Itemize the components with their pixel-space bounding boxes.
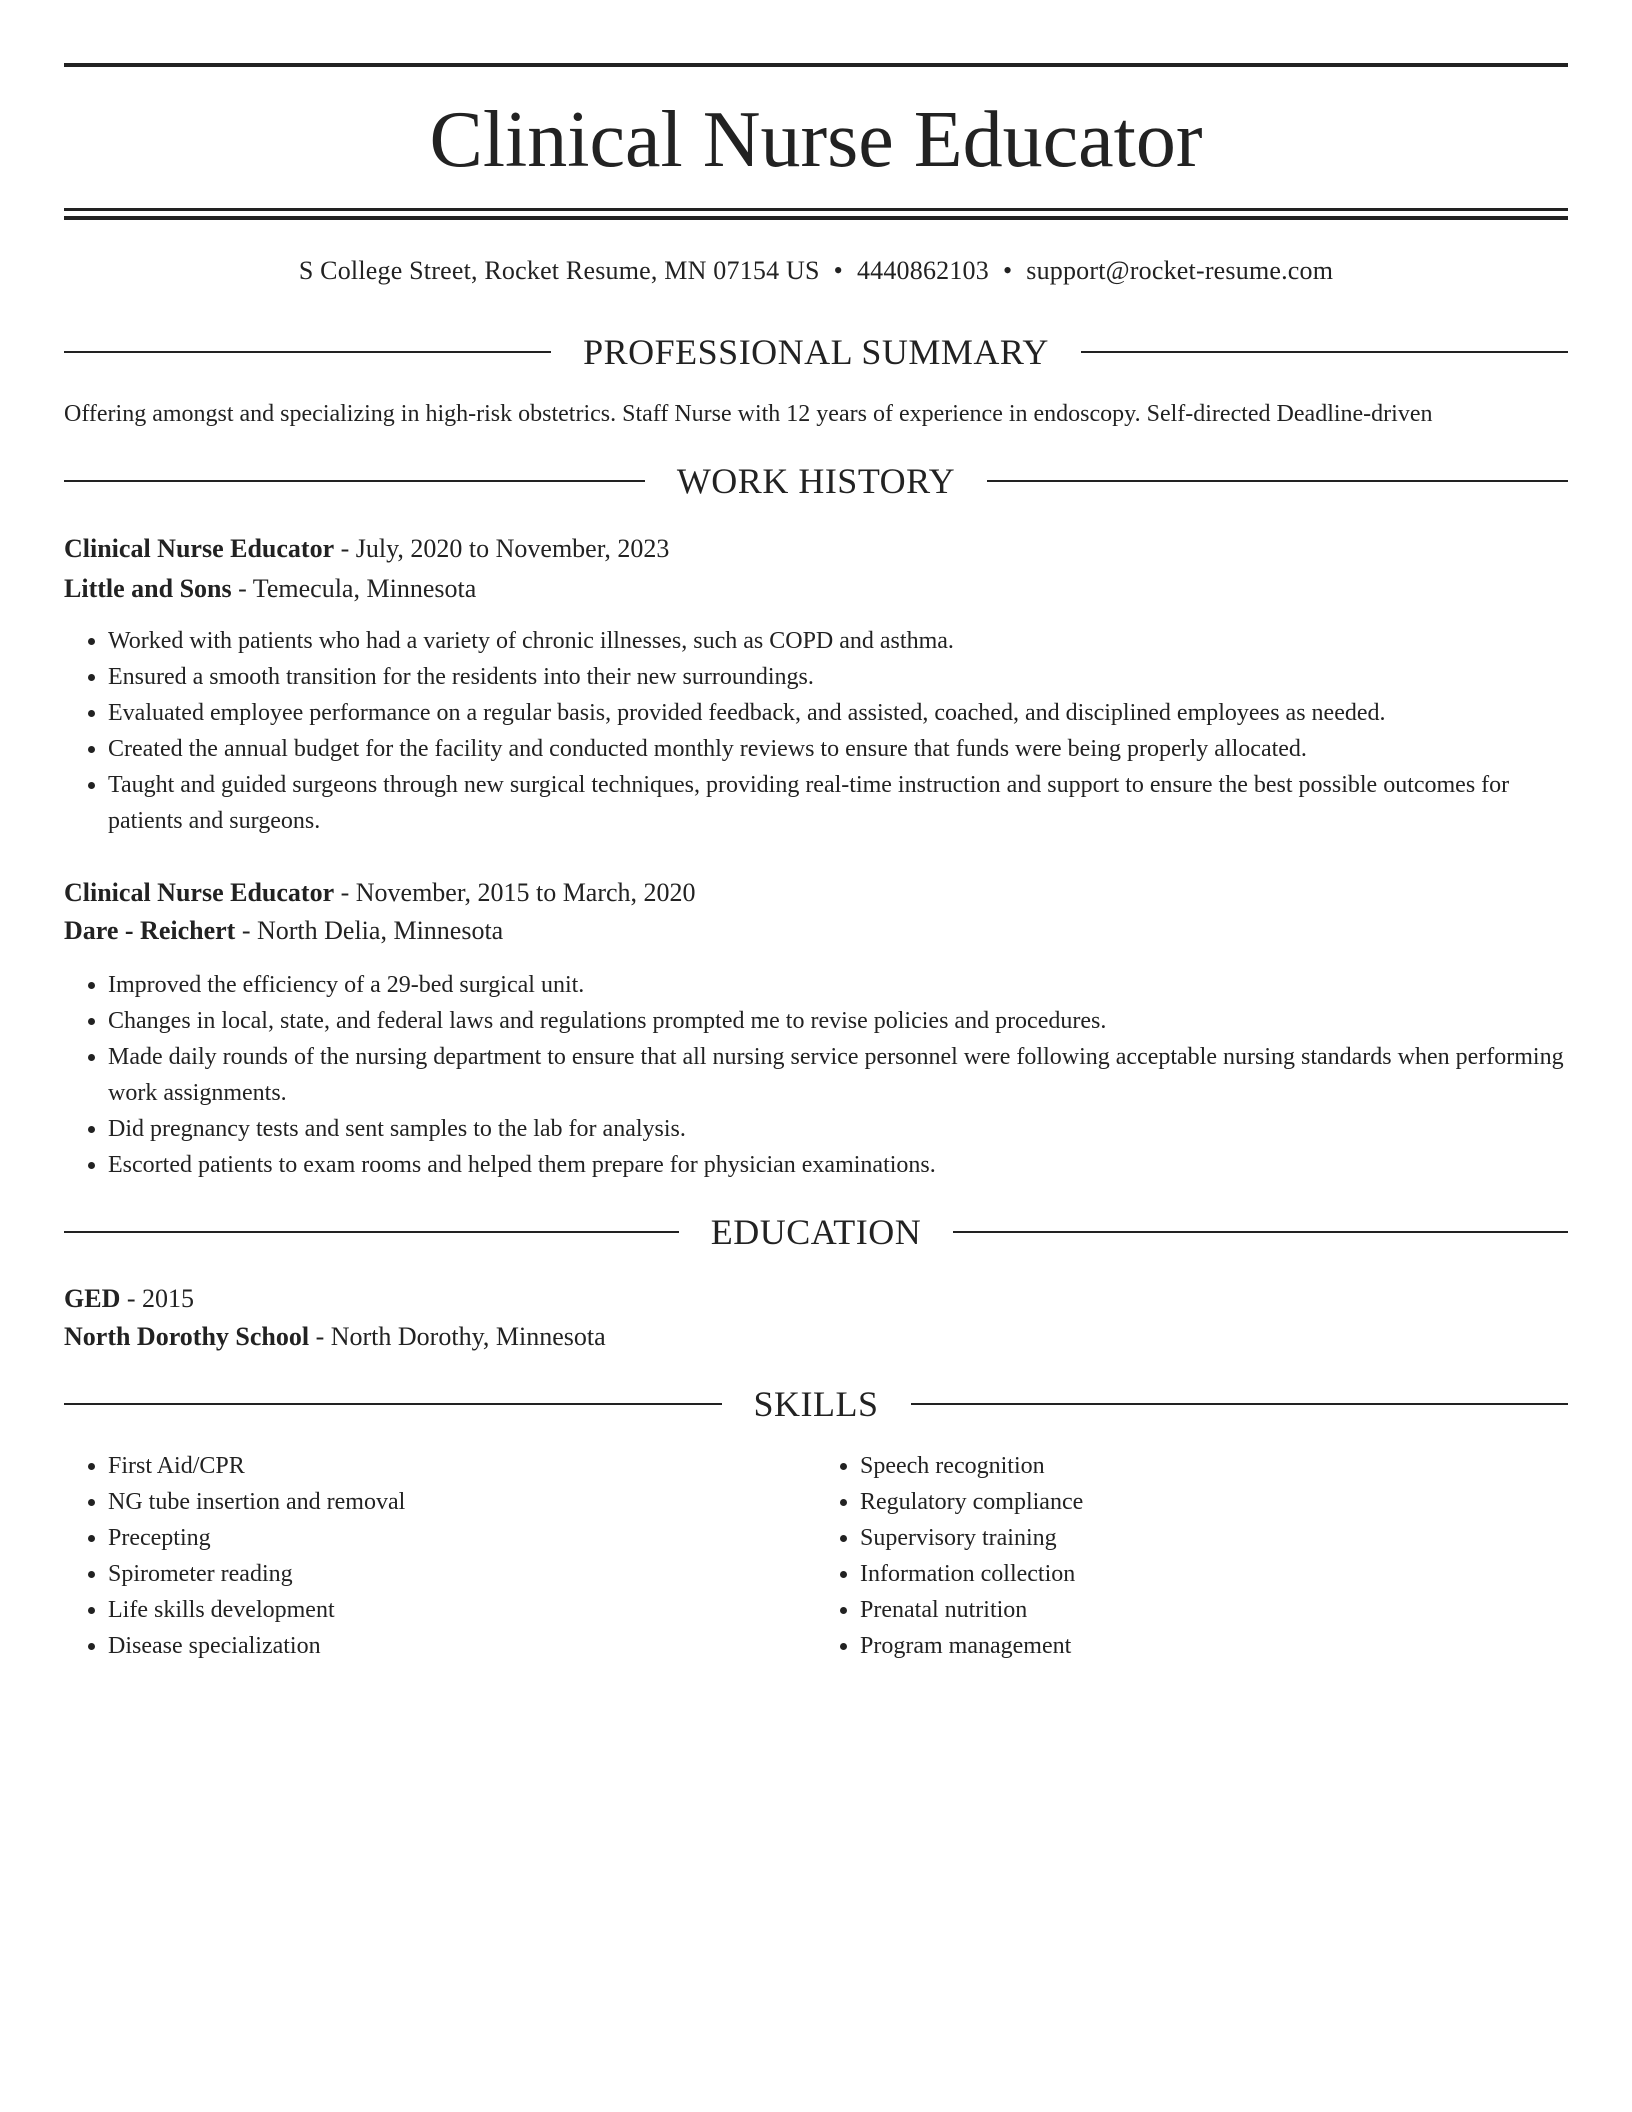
job-dates: - July, 2020 to November, 2023 <box>334 534 670 563</box>
contact-address: S College Street, Rocket Resume, MN 07154 US <box>298 256 820 285</box>
section-heading-skills <box>64 1382 1568 1426</box>
job-title: Clinical Nurse Educator <box>64 878 335 907</box>
job-location: - Temecula, Minnesota <box>231 574 477 603</box>
list-item: • Spirometer reading <box>108 1556 816 1592</box>
job-company: Dare - Reichert <box>64 916 236 945</box>
job-dates: - November, 2015 to March, 2020 <box>334 878 696 907</box>
skills-list-left <box>64 1448 816 1664</box>
section-heading-work <box>64 459 1568 503</box>
list-item: • Created the annual budget for the facility and conducted monthly reviews to ensure that funds were being properly allocated. <box>108 731 1568 767</box>
job-title-line <box>64 874 1568 912</box>
list-item: • Disease specialization <box>108 1628 816 1664</box>
skills-columns <box>64 1448 1568 1664</box>
contact-email: support@rocket-resume.com <box>1026 256 1334 285</box>
heading-rule <box>64 351 551 353</box>
section-heading-education <box>64 1210 1568 1254</box>
list-item: • Ensured a smooth transition for the residents into their new surroundings. <box>108 659 1568 695</box>
list-item: • NG tube insertion and removal <box>108 1484 816 1520</box>
section-title: EDUCATION <box>710 1212 922 1252</box>
job-location: - North Delia, Minnesota <box>235 916 504 945</box>
list-item: • Precepting <box>108 1520 816 1556</box>
list-item: • Made daily rounds of the nursing department to ensure that all nursing service personnel were following acceptable nursing standards when performing work assignments. <box>108 1039 1568 1111</box>
heading-rule <box>987 480 1568 482</box>
section-title: WORK HISTORY <box>676 461 956 501</box>
job-bullets <box>64 967 1568 1183</box>
education-degree-line <box>64 1280 1568 1318</box>
contact-phone: 4440862103 <box>856 256 989 285</box>
education-year: - 2015 <box>120 1284 195 1313</box>
education-location: - North Dorothy, Minnesota <box>309 1322 606 1351</box>
skills-list-right <box>816 1448 1568 1664</box>
education-school: North Dorothy School <box>64 1322 310 1351</box>
list-item: • Program management <box>860 1628 1568 1664</box>
list-item: • Taught and guided surgeons through new surgical techniques, providing real-time instruction and support to ensure the best possible outcomes for patients and surgeons. <box>108 767 1568 839</box>
job-company: Little and Sons <box>64 574 232 603</box>
top-rule <box>64 63 1568 67</box>
heading-rule <box>953 1231 1568 1233</box>
education-degree: GED <box>64 1284 121 1313</box>
job-company-line <box>64 570 1568 608</box>
list-item: • Prenatal nutrition <box>860 1592 1568 1628</box>
heading-rule <box>64 1403 722 1405</box>
list-item: • Did pregnancy tests and sent samples to the lab for analysis. <box>108 1111 1568 1147</box>
list-item: • Worked with patients who had a variety of chronic illnesses, such as COPD and asthma. <box>108 623 1568 659</box>
job-bullets <box>64 623 1568 839</box>
title-double-rule <box>64 208 1568 220</box>
section-title: PROFESSIONAL SUMMARY <box>583 332 1049 372</box>
contact-separator: • <box>1002 256 1013 285</box>
resume-title: Clinical Nurse Educator <box>429 96 1203 184</box>
summary-text: Offering amongst and specializing in high-risk obstetrics. Staff Nurse with 12 years of experience in endoscopy. Self-directed Deadline-driven <box>64 401 1433 427</box>
list-item: • Supervisory training <box>860 1520 1568 1556</box>
education-school-line <box>64 1318 1568 1356</box>
contact-separator: • <box>833 256 843 285</box>
heading-rule <box>911 1403 1569 1405</box>
job-company-line <box>64 912 1568 950</box>
list-item: • Changes in local, state, and federal laws and regulations prompted me to revise policies and procedures. <box>108 1003 1568 1039</box>
heading-rule <box>64 480 645 482</box>
job-title: Clinical Nurse Educator <box>64 534 335 563</box>
section-heading-summary <box>64 330 1568 374</box>
list-item: • Speech recognition <box>860 1448 1568 1484</box>
list-item: • Escorted patients to exam rooms and helped them prepare for physician examinations. <box>108 1147 1568 1183</box>
list-item: • Life skills development <box>108 1592 816 1628</box>
list-item: • First Aid/CPR <box>108 1448 816 1484</box>
list-item: • Regulatory compliance <box>860 1484 1568 1520</box>
list-item: • Evaluated employee performance on a regular basis, provided feedback, and assisted, coached, and disciplined employees as needed. <box>108 695 1568 731</box>
list-item: • Information collection <box>860 1556 1568 1592</box>
job-title-line <box>64 530 1568 568</box>
contact-line <box>64 254 1568 288</box>
section-title: SKILLS <box>753 1384 879 1424</box>
heading-rule <box>1081 351 1568 353</box>
heading-rule <box>64 1231 679 1233</box>
list-item: • Improved the efficiency of a 29-bed surgical unit. <box>108 967 1568 1003</box>
